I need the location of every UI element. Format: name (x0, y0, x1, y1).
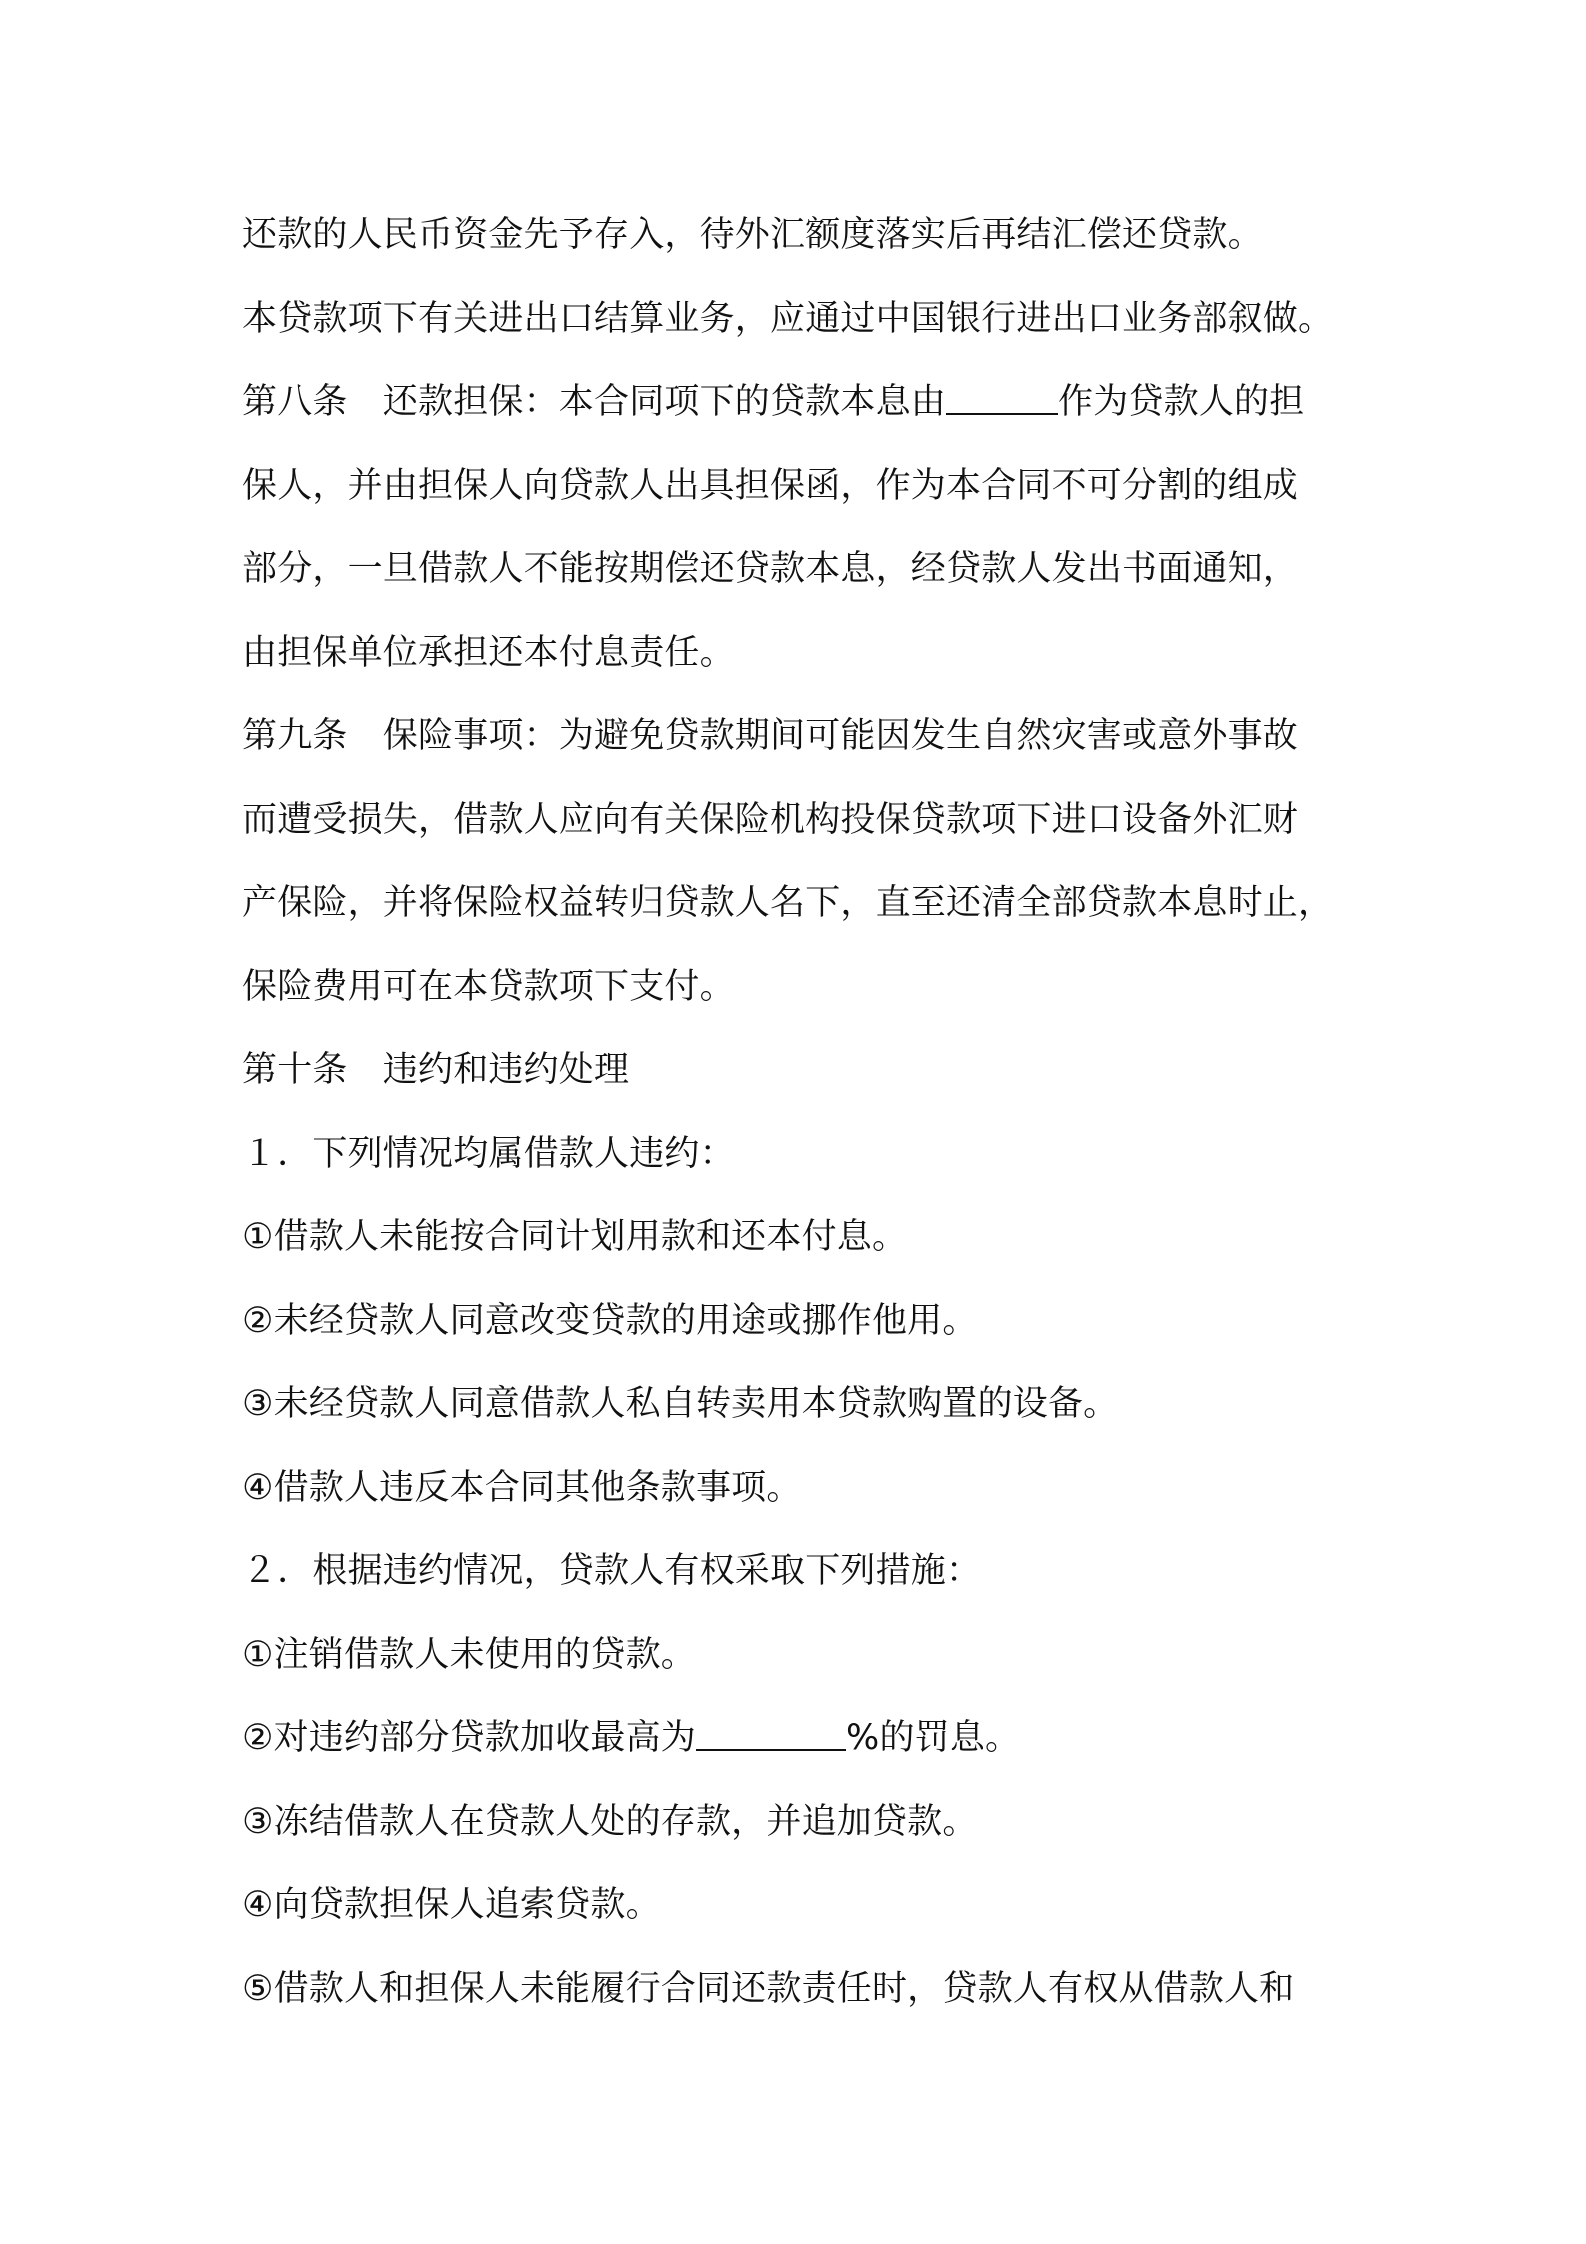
article-8-text-after: 作为贷款人的担 (1058, 382, 1305, 422)
clause-1-heading: １．下列情况均属借款人违约： (242, 1133, 735, 1174)
article-8-line (242, 361, 1392, 445)
list-item: ③冻结借款人在贷款人处的存款，并追加贷款。 (242, 1801, 978, 1842)
text-line: 部分，一旦借款人不能按期偿还贷款本息，经贷款人发出书面通知， (242, 549, 1299, 589)
text-line: 产保险，并将保险权益转归贷款人名下，直至还清全部贷款本息时止， (242, 883, 1334, 923)
list-item: ⑤借款人和担保人未能履行合同还款责任时，贷款人有权从借款人和 (242, 1968, 1295, 2009)
list-item: ③未经贷款人同意借款人私自转卖用本贷款购置的设备。 (242, 1384, 1119, 1424)
article-10-heading: 第十条 违约和违约处理 (242, 1050, 630, 1090)
penalty-text-after: %的罚息。 (845, 1718, 1021, 1758)
list-item: ②未经贷款人同意改变贷款的用途或挪作他用。 (242, 1300, 978, 1341)
penalty-text-before: ②对违约部分贷款加收最高为 (242, 1718, 696, 1758)
text-line: 还款的人民币资金先予存入，待外汇额度落实后再结汇偿还贷款。 (242, 215, 1263, 255)
list-item: ①注销借款人未使用的贷款。 (242, 1634, 696, 1675)
guarantor-blank-field[interactable] (946, 379, 1058, 415)
penalty-rate-blank-field[interactable] (696, 1715, 846, 1751)
text-line: 由担保单位承担还本付息责任。 (242, 632, 735, 673)
list-item: ④借款人违反本合同其他条款事项。 (242, 1467, 802, 1508)
text-line: 保人，并由担保人向贷款人出具担保函，作为本合同不可分割的组成 (242, 465, 1299, 506)
text-line: 保险费用可在本贷款项下支付。 (242, 966, 735, 1007)
text-line: 而遭受损失，借款人应向有关保险机构投保贷款项下进口设备外汇财 (242, 799, 1299, 840)
list-item: ④向贷款担保人追索贷款。 (242, 1885, 661, 1925)
contract-text-body (242, 194, 1392, 2031)
list-item: ①借款人未能按合同计划用款和还本付息。 (242, 1217, 908, 1257)
clause-2-heading: ２．根据违约情况，贷款人有权采取下列措施： (242, 1551, 982, 1591)
article-8-text-before: 第八条 还款担保：本合同项下的贷款本息由 (242, 382, 947, 422)
article-9-line: 第九条 保险事项：为避免贷款期间可能因发生自然灾害或意外事故 (242, 716, 1299, 756)
text-line: 本贷款项下有关进出口结算业务，应通过中国银行进出口业务部叙做。 (242, 298, 1334, 339)
penalty-rate-line (242, 1697, 1392, 1781)
